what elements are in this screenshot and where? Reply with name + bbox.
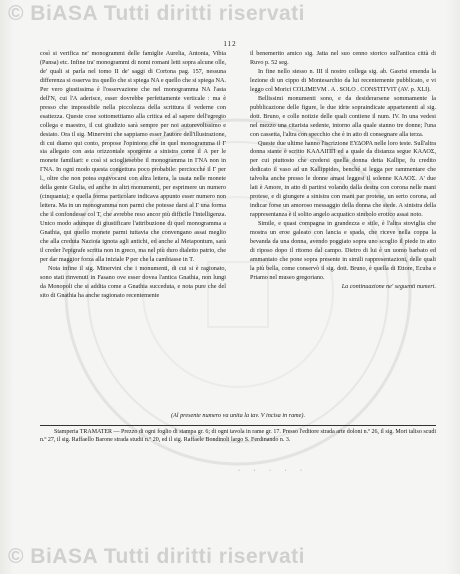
imprint-line: Stamperia TRAMATER — Prezzo di ogni foglio di stampa gr. 6; di ogni tavola in rame gr. 17. Presso l'editore strada arte doloni n.º 26, il sig. Mori taliso scudi n.º 27, il sig. Raffaello Barone strada studii n.º 20, ed il sig. Raffaele Bondinoli largo S. Ferdinando n. 3.: [40, 429, 436, 444]
divider: [40, 425, 436, 426]
imprint: [40, 428, 436, 445]
paragraph: Simile, e quasi compagna in grandezza e stile, è l'altra stoviglia che mostra un eroe galeato con lancia e spada, che riceve nella coppa la bevanda da una donna, avendo poggiato sopra uno scoglio il piede in atto di riposo dopo il ritorno dal campo. Dietro di lui è un uomo barbato ed ammantato che pone sopra presente in simili rappresentazioni, delle quali la più bella, come conservò il sig. dott. Bruno, è quella di Ettore, Ecuba e Priamo nel museo gregoriano.: [250, 220, 436, 281]
printer-marks: · · · · ·: [238, 468, 308, 474]
watermark-top: © BiASA Tutti diritti riservati: [8, 2, 306, 25]
plate-note: (Al presente numero va unita la tav. V incisa in rame).: [170, 412, 306, 419]
paragraph: In fine nello stesso n. III il nostro collega sig. ab. Gasrisi emenda la lezione di un cippo di Montesarchio da lui recentemente pubblicato, e vi leggo col Morici COLIMEVM . A . SOLO . CONSTITVIT (AV. p. XLI).: [250, 67, 436, 93]
left-column: [40, 50, 226, 301]
paragraph: Queste due ultime hanno l'iscrizione ΕΥΔΟΡΑ nelle loro teste. Sull'altra donna stante è scritto ΚΑΛΛΙΠΠ ed a quale da distanza segue ΚΑΛΟΣ, per cui piuttosto che credersi quella donna detta Kallipe, fu credito dedicato il vaso ad un Kallippides, benché si legga per rammentare che talvolta anche presso le donne amasi leggesi il solenne ΚΑΛΟΣ. A' due lati è Amore, in atto di partirsi volando dalla destra con corona nelle mani protese, e di giungere a sinistra con mani par protese, un serto corona, ad indicar forse un amoroso messaggio della donna che siede. A sinistra della rappresentanza è il solito angelo acquatico simbolo erotico assai noto.: [250, 139, 436, 219]
watermark-bottom: © BiASA Tutti diritti riservati: [8, 545, 306, 568]
paragraph: così si verifica ne' monogrammi delle famiglie Aurelia, Antonia, Vibia (Pansa) etc. Infine tra' monogrammi di nomi romani letti sopra alcune olle, de' quali si parla nel tomo II de' saggi di Cortona pag. 157, nessuna differenza si osserva tra quello che si spiega NA e quello che si spiega NA. Per vero giustissima è l'osservazione che nel monogramma NA l'asta dell'N, cui l'A aderisce, esser dovrebbe perfettamente verticale : ma è presso che impossibile nella piccolezza della scrittura il vederne con esattezza. Queste cose sottomettiamo alla critica ed al sapere dell'egregio collega e maestro, il cui giudizio sarà sempre per noi autorevolissimo e desiato. Ora il sig. Minervini che sappiamo esser l'autore dell'illustrazione, di cui diamo qui conto, propose l'opinione che in quel monogramma il Γ sia allegato con asta orizzontale sporgente a sinistra come il A per le monete familiari: e così si sciogliesebbe il monogramma in ΓNA non in ΓNA. In ogni modo questa congettura poco probabile: perciocché il Γ per l., oltre che non potea equivocarsi con altra lettera, la usata nelle monete della gente Giulia, ed anche in altri monumenti, per esprimere un numero (cinquanta); e quella forma particolare indicava appunto esser numero non lettera. Ma in un monogramma non parmi che potesse darsi al Γ una forma che il confondesse col Τ, che avrebbe reso ancor più difficile l'intelligenza. Unico modo adunque di giustificare l'attribuzione di quel monogramma a Gnathia, qui quello monete parmi tuttavia che convengano assai meglio che alla creduta Nazioia ignota agli antichi, ed anche al Metapontum, sarà il creder l'epigrafe scritta non in greco, ma nel più duro dialetto patrio, che per dar maggior forza alla iniziale P per che la cambiasse in Τ.: [40, 50, 226, 263]
paragraph: Nota infine il sig. Minervini che i monumenti, di cui si è ragionato, sono stati rinvenuti in Fasano ove esser dovea l'antica Gnathia, non lungi da Monopoli che si addita come a Gnathia succeduta, e nota pure che del sito di Gnathia ha anche ragionato recentemente: [40, 264, 226, 299]
paragraph: Bellissimi monumenti sono, e da desiderarsene sommamente la pubblicazione delle figure, le due idrie sopraindicate appartenenti al sig. dott. Bruno, e colle notizie delle quali contiene il num. IV. In una vedesi nel mezzo una citarista sedente, intorno alla quale stanno tre donne; l'una con cassetta, l'altra con specchio che è in atto di consegnare alla terza.: [250, 94, 436, 138]
right-column: [250, 50, 436, 292]
continuation-note: La continuazione ne' seguenti numeri.: [341, 282, 436, 290]
paragraph: il benemerito amico sig. Jatta nel suo cenno storico sull'antica città di Ruvo p. 52 seg.: [250, 50, 436, 66]
page-number: 112: [223, 40, 237, 48]
